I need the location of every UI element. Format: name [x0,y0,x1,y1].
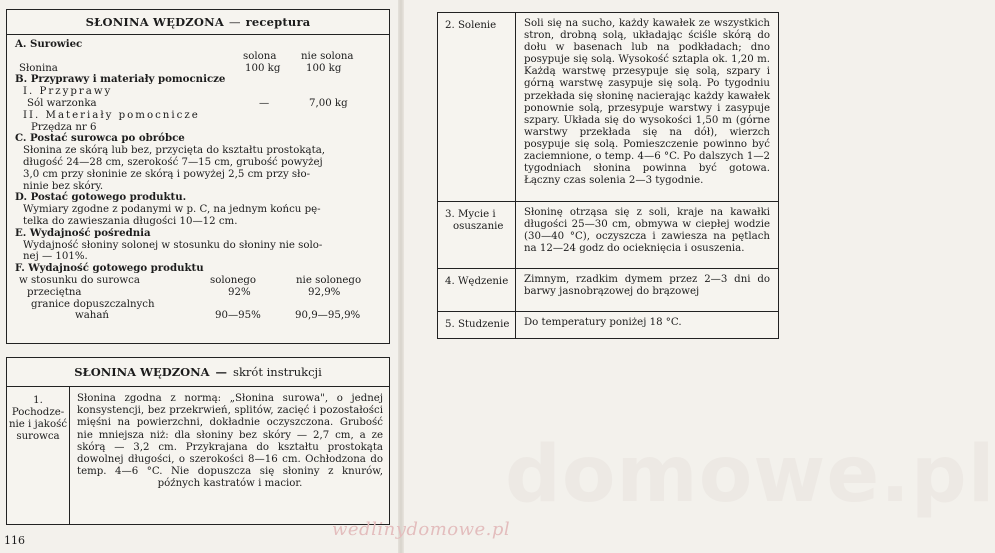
sol-row [15,98,383,110]
section-e-line-2: nej — 101%. [23,251,88,263]
step-3-label [438,202,516,268]
f-average-unsalted: 92,9% [308,286,341,298]
section-d-heading: D. Postać gotowego produktu. [15,191,187,204]
section-c-line-3: 3,0 cm przy słoninie ze skórą i powyżej 2,5 cm przy sło- [23,168,311,180]
section-d-line-2: telka do zawieszania długości 10—12 cm. [23,215,238,227]
section-c-line-1: Słonina ze skórą lub bez, przycięta do kształtu prostokąta, [23,145,326,157]
section-c-line-4: ninie bez skóry. [23,180,104,192]
f-basis-label: w stosunku do surowca [19,274,140,286]
section-e-heading: E. Wydajność pośrednia [15,226,151,239]
watermark-domain: domowe.pl [505,430,995,520]
przedza-label: Przędza nr 6 [31,121,97,133]
watermark-site: wedlinydomowe.pl [332,519,511,540]
f-average-label: przeciętna [27,286,82,298]
section-b-heading: B. Przyprawy i materiały pomocnicze [15,73,226,86]
step-5-text: Do temperatury poniżej 18 °C. [524,317,682,328]
step-4-text: Zimnym, rzadkim dymem przez 2—3 dni do barwy jasnobrązowej do brązowej [524,274,770,298]
slonina-label: Słonina [19,62,58,74]
instruction-step-1-label [7,387,70,524]
step-1-label-line-3: surowca [16,431,60,442]
step-4-row [438,269,778,312]
step-3-row [438,202,778,269]
section-e-line-1: Wydajność słoniny solonej w stosunku do słoniny nie solo- [23,239,323,251]
f-range-label-2: wahań [75,310,109,322]
f-range-unsalted: 90,9—95,9% [295,310,361,322]
instruction-title [7,358,389,387]
step-2-row [438,13,778,202]
page-number: 116 [4,534,25,547]
step-2-label [438,13,516,201]
recipe-title-main: SŁONINA WĘDZONA [85,15,224,29]
instruction-title-dash: — [215,365,228,379]
f-range-label-1: granice dopuszczalnych [31,298,155,310]
section-d-line-1: Wymiary zgodne z podanymi w p. C, na jednym końcu pę- [23,204,321,216]
slonina-value-salted: 100 kg [245,62,281,74]
section-c-line-2: długość 24—28 cm, szerokość 7—15 cm, grubość powyżej [23,156,323,168]
instruction-title-sub: skrót instrukcji [233,365,322,379]
steps-box [437,12,779,339]
step-2-label-line-1: 2. Solenie [445,20,497,31]
step-5-label-line-1: 5. Studzenie [445,319,510,330]
slonina-row [15,63,383,75]
step-3-label-line-1: 3. Mycie i [445,209,496,220]
f-col-salted: solonego [210,274,256,286]
instruction-box [6,357,390,525]
f-header-row [15,275,383,287]
section-a-heading: A. Surowiec [15,38,83,50]
page-fold [398,0,404,553]
column-headers [15,51,383,63]
step-1-label-line-2: nie i jakość [8,419,68,430]
slonina-value-unsalted: 100 kg [306,62,342,74]
f-range-salted: 90—95% [215,310,261,322]
instruction-step-1 [7,387,389,524]
col-salted-header: solona [243,50,277,62]
step-1-label-line-1: Pochodze- [11,407,65,418]
section-b-ii: II. Materiały pomocnicze [23,109,200,121]
step-4-label-line-1: 4. Wędzenie [445,276,509,287]
recipe-title-sub: receptura [245,15,311,29]
step-3-text: Słoninę otrząsa się z soli, kraje na kawałki długości 25—30 cm, obmywa w ciepłej wodzie (30—40 °C), oczyszcza i zawiesza na pętlach na 12—24 godz do ocieknięcia i osuszenia. [524,207,770,255]
recipe-body [7,35,389,322]
section-f-heading: F. Wydajność gotowego produktu [15,262,204,275]
sol-value-unsalted: 7,00 kg [309,97,348,109]
step-5-label [438,312,516,339]
step-4-label [438,269,516,311]
step-5-row [438,312,778,339]
step-2-text: Soli się na sucho, każdy kawałek ze wszystkich stron, drobną solą, układając ściśle skórą do dołu w basenach lub na podkładach; dno posypuje się solą. Wysokość sztapla ok. 1,20 m. Każdą warstwę przesypuje się solą, szpary i górną warstwę zasypuje się solą. Po tygodniu przekłada się słoninę nacierając każdy kawałek ponownie solą, przesypuje warstwy i zasypuje szpary. Układa się do wysokości 1,50 m (górne warstwy przekłada się na dół), wierzch posypuje się solą. Pomieszczenie powinno być zaciemnione, o temp. 4—6 °C. Po dalszych 1—2 tygodniach słonina powinna być gotowa. Łączny czas solenia 2—3 tygodnie. [524,18,770,187]
step-3-label-line-2: osuszanie [453,221,504,232]
f-average-salted: 92% [228,286,251,298]
section-b-i: I. Przyprawy [23,86,113,98]
f-col-unsalted: nie solonego [296,274,362,286]
instruction-step-1-text: Słonina zgodna z normą: „Słonina surowa", o jednej konsystencji, bez przekrwień, splitów, zacięć i pozostałości mięśni na powierzchni, dokładnie oczyszczona. Grubość nie mniejsza niż: dla słoniny bez skóry — 2,7 cm, a ze skórą — 3,2 cm. Przykrajana do kształtu prostokąta dowolnej długości, o szerokości 8—16 cm. Ochłodzona do temp. 4—6 °C. Nie dopuszcza się słoniny z knurów, późnych kastratów i macior. [77,393,383,490]
recipe-title-dash: — [228,15,241,29]
col-unsalted-header: nie solona [301,50,354,62]
f-range-row [15,310,383,322]
recipe-box [6,9,390,344]
section-c-heading: C. Postać surowca po obróbce [15,132,185,145]
f-average-row [15,287,383,299]
step-1-number: 1. [33,395,43,406]
sol-value-salted: — [259,97,270,109]
sol-label: Sól warzonka [27,97,97,109]
instruction-title-main: SŁONINA WĘDZONA [74,365,210,379]
recipe-title [7,10,389,35]
